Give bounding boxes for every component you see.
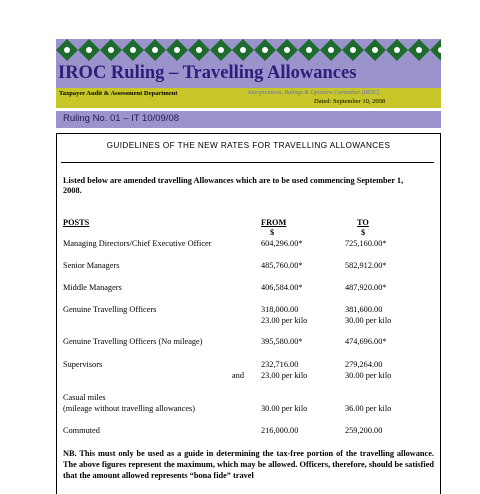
row-post: Commuted <box>63 426 100 435</box>
diamond-dot <box>394 47 400 53</box>
intro-paragraph: Listed below are amended travelling Allowances which are to be used commencing September 1, 2008. <box>63 176 404 195</box>
currency-symbol-to: $ <box>361 228 366 237</box>
diamond-dot <box>262 47 268 53</box>
row-to-rate: 30.00 per kilo <box>345 316 392 325</box>
diamond-dot <box>306 47 312 53</box>
row-from: 232,716.00 <box>261 360 299 369</box>
ruling-document <box>56 39 441 480</box>
row-from: 406,584.00* <box>261 283 303 292</box>
committee-name: Interpretation, Rulings & Opinions Committee (IROC) <box>248 90 380 96</box>
diamond-dot <box>328 47 334 53</box>
department-name: Taxpayer Audit & Assessment Department <box>59 90 178 97</box>
row-from: 216,000.00 <box>261 426 299 435</box>
row-and-label: and <box>232 371 244 380</box>
diamond-pattern <box>56 39 441 61</box>
row-to: 582,912.00* <box>345 261 387 270</box>
document-title: IROC Ruling – Travelling Allowances <box>58 63 357 83</box>
nb-paragraph: NB. This must only be used as a guide in determining the tax-free portion of the travelling allowance. The above figures represent the maximum, which may be allowed. Officers, therefore, should be satisfied that the amount allowed represents “bona fide” travel <box>63 449 434 480</box>
diamond-dot <box>416 47 422 53</box>
diamond-dot <box>130 47 136 53</box>
row-to: 725,160.00* <box>345 239 387 248</box>
diamond-dot <box>86 47 92 53</box>
row-from-rate: 23.00 per kilo <box>261 316 308 325</box>
row-to: 381,600.00 <box>345 305 383 314</box>
ruling-number-band <box>56 111 441 128</box>
row-from: 395,580.00* <box>261 337 303 346</box>
ruling-number: Ruling No. 01 – IT 10/09/08 <box>63 113 180 124</box>
title-band <box>56 61 441 88</box>
guidelines-box <box>56 133 441 494</box>
row-to: 259,200.00 <box>345 426 383 435</box>
row-post: Senior Managers <box>63 261 120 270</box>
column-header-posts: POSTS <box>63 218 90 227</box>
column-header-from: FROM <box>261 218 287 227</box>
row-from: 318,000.00 <box>261 305 299 314</box>
diamond-dot <box>108 47 114 53</box>
diamond-dot <box>350 47 356 53</box>
row-to: 474,696.00* <box>345 337 387 346</box>
row-to-rate: 30.00 per kilo <box>345 371 392 380</box>
row-to: 279,264.00 <box>345 360 383 369</box>
row-from-rate: 23.00 per kilo <box>261 371 308 380</box>
heading-divider <box>61 162 434 163</box>
diamond-pattern-banner <box>56 39 441 61</box>
dated-text: Dated: September 10, 2008 <box>314 98 386 105</box>
diamond-dot <box>152 47 158 53</box>
row-from: 485,760.00* <box>261 261 303 270</box>
row-post: Genuine Travelling Officers (No mileage) <box>63 337 203 346</box>
row-post: Genuine Travelling Officers <box>63 305 157 314</box>
diamond-dot <box>64 47 70 53</box>
row-post: Casual miles <box>63 393 106 402</box>
diamond-dot <box>372 47 378 53</box>
row-post: Managing Directors/Chief Executive Officer <box>63 239 212 248</box>
department-band <box>56 88 441 108</box>
column-header-to: TO <box>357 218 369 227</box>
currency-symbol-from: $ <box>270 228 275 237</box>
row-from: 604,296.00* <box>261 239 303 248</box>
row-post: Middle Managers <box>63 283 122 292</box>
row-to: 36.00 per kilo <box>345 404 392 413</box>
row-from: 30.00 per kilo <box>261 404 308 413</box>
row-to: 487,920.00* <box>345 283 387 292</box>
diamond-dot <box>196 47 202 53</box>
guidelines-heading: GUIDELINES OF THE NEW RATES FOR TRAVELLING ALLOWANCES <box>106 141 391 150</box>
diamond-dot <box>218 47 224 53</box>
row-post: Supervisors <box>63 360 103 369</box>
row-post-note: (mileage without travelling allowances) <box>63 404 196 413</box>
diamond-dot <box>174 47 180 53</box>
diamond-dot <box>240 47 246 53</box>
diamond-dot <box>284 47 290 53</box>
